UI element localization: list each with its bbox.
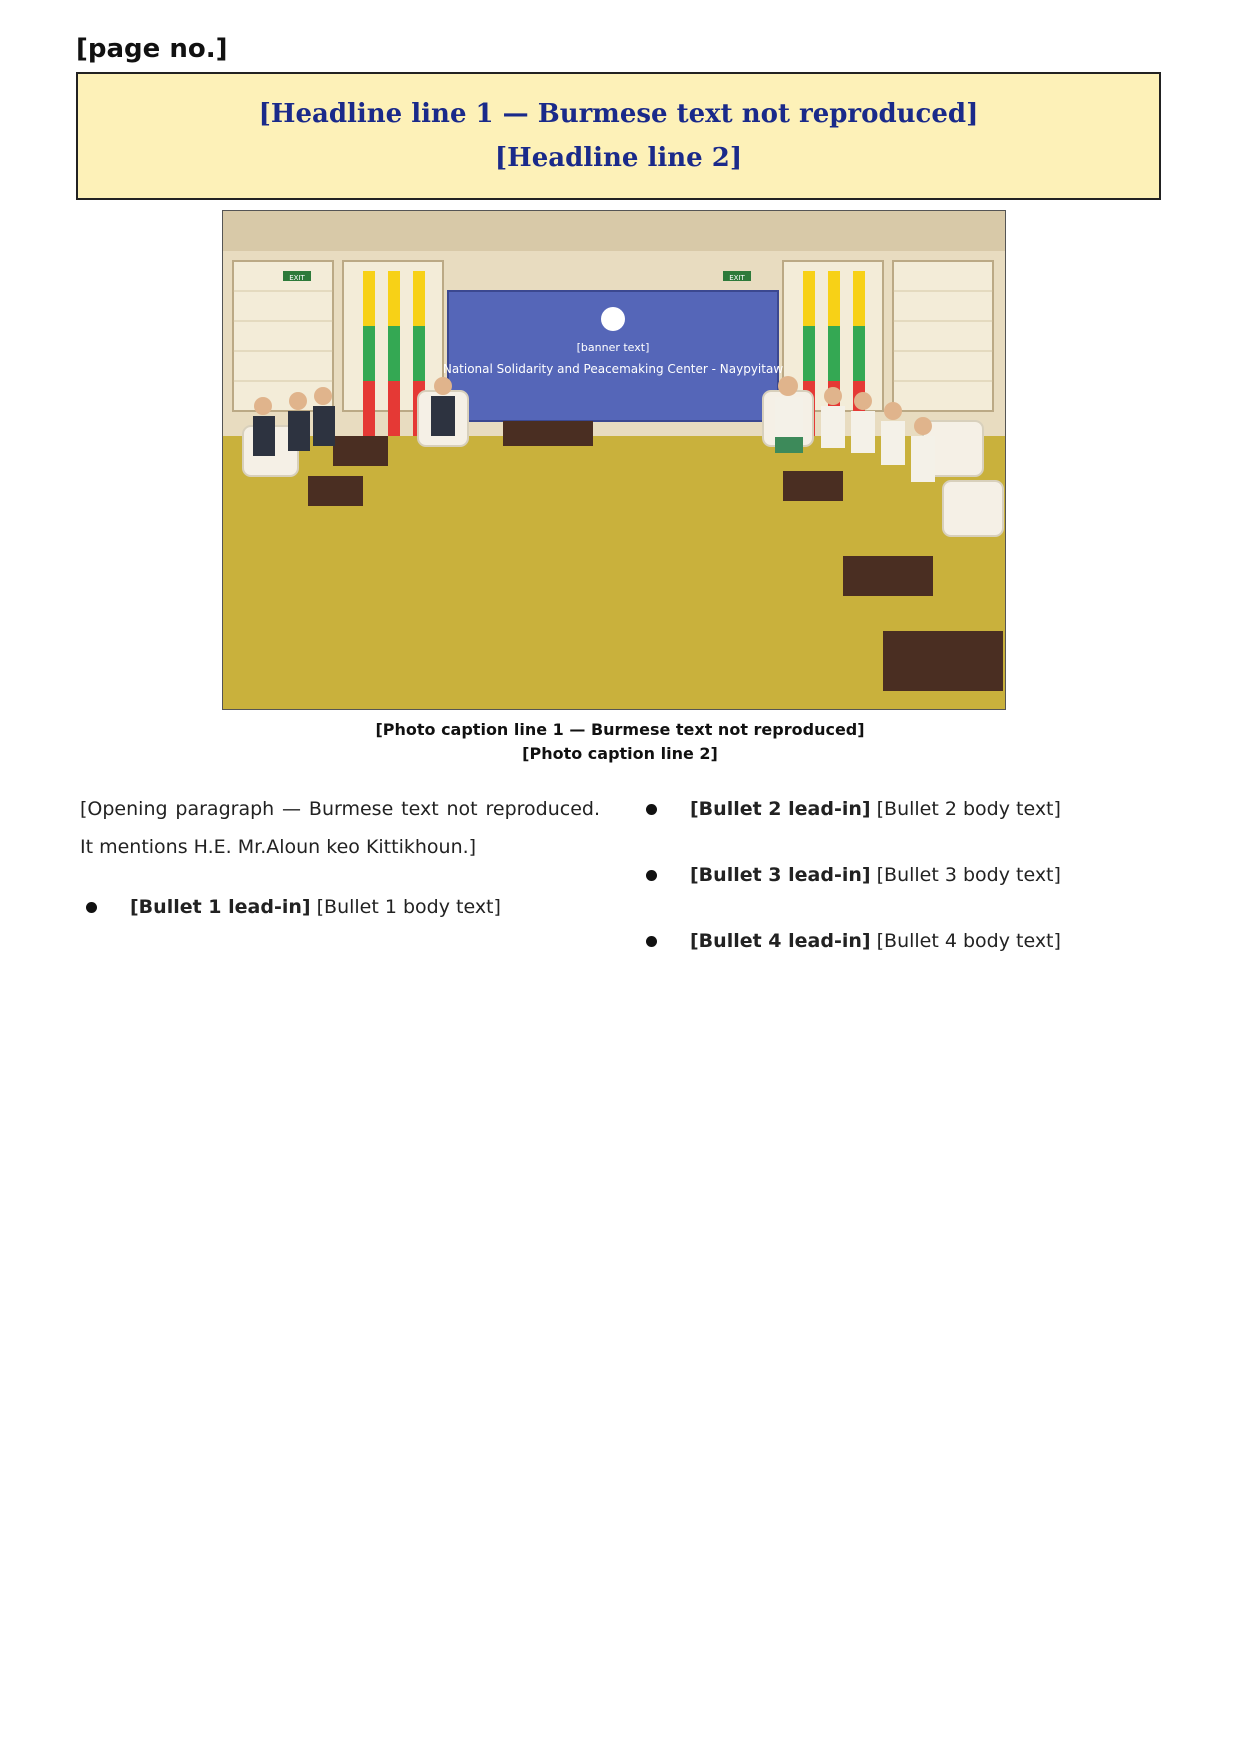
- banner-logo-icon: [601, 307, 625, 331]
- exit-sign-right-text: EXIT: [729, 274, 745, 282]
- bullet-lead: [Bullet 3 lead-in]: [690, 864, 871, 886]
- meeting-photo: [222, 210, 1006, 710]
- bullet-dot-icon: [646, 936, 657, 947]
- headline-line-2: [Headline line 2]: [494, 143, 743, 173]
- bullet-body: [Bullet 3 body text]: [876, 864, 1061, 886]
- bullet-lead: [Bullet 2 lead-in]: [690, 798, 871, 820]
- bullet-body: [Bullet 4 body text]: [876, 930, 1061, 952]
- banner-line-2: National Solidarity and Peacemaking Center - Naypyitaw: [442, 362, 784, 376]
- bullet-lead: [Bullet 1 lead-in]: [130, 896, 311, 918]
- left-column: [80, 790, 600, 954]
- flags-left: [363, 271, 425, 436]
- banner-line-1: [banner text]: [576, 341, 650, 354]
- exit-sign-left-text: EXIT: [289, 274, 305, 282]
- intro-paragraph: [Opening paragraph — Burmese text not reproduced. It mentions H.E. Mr.Aloun keo Kittikhoun.]: [80, 798, 600, 858]
- bullet-item: [640, 790, 1160, 828]
- bullet-dot-icon: [86, 902, 97, 913]
- headline-line-1: [Headline line 1 — Burmese text not reproduced]: [258, 99, 979, 129]
- people-left: [253, 387, 335, 456]
- bullet-item: [640, 856, 1160, 894]
- bullet-dot-icon: [646, 804, 657, 815]
- right-column: [640, 790, 1160, 988]
- bullet-body: [Bullet 1 body text]: [316, 896, 501, 918]
- bullet-body: [Bullet 2 body text]: [876, 798, 1061, 820]
- page-number: [page no.]: [76, 34, 228, 64]
- headline-box: [76, 72, 1161, 200]
- photo-caption-line-2: [Photo caption line 2]: [522, 744, 718, 763]
- photo-caption-line-1: [Photo caption line 1 — Burmese text not reproduced]: [375, 720, 865, 739]
- bullet-lead: [Bullet 4 lead-in]: [690, 930, 871, 952]
- bullet-item: [80, 888, 600, 926]
- bullet-item: [640, 922, 1160, 960]
- bullet-dot-icon: [646, 870, 657, 881]
- meeting-photo-illustration: [223, 211, 1006, 710]
- photo-caption: [80, 718, 1160, 766]
